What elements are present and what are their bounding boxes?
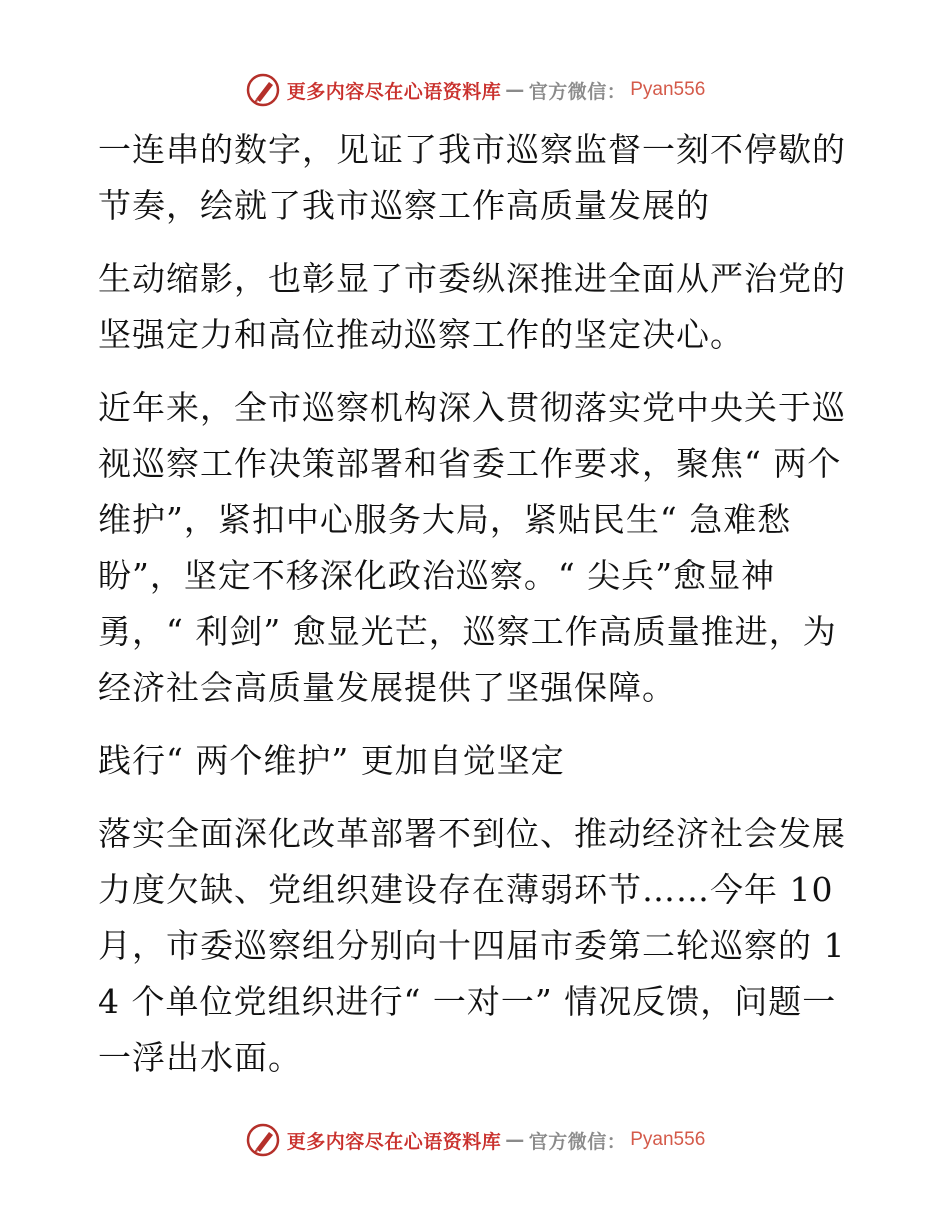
- paragraph-2: 生动缩影，也彰显了市委纵深推进全面从严治党的坚强定力和高位推动巡察工作的坚定决心。: [98, 259, 846, 354]
- watermark-site-text: 更多内容尽在心语资料库: [286, 80, 502, 103]
- watermark-dash: —: [505, 79, 525, 101]
- header-watermark: [0, 70, 950, 110]
- paragraph-1: 一连串的数字，见证了我市巡察监督一刻不停歇的节奏，绘就了我市巡察工作高质量发展的: [98, 130, 846, 225]
- watermark-wechat-label: 官方微信：: [528, 80, 627, 103]
- watermark-wechat-label: 官方微信：: [528, 1130, 627, 1153]
- watermark-wechat-id: Pyan556: [630, 79, 706, 100]
- pen-logo-icon: [245, 72, 281, 108]
- document-body: [98, 122, 858, 1103]
- paragraph-3: 近年来，全市巡察机构深入贯彻落实党中央关于巡视巡察工作决策部署和省委工作要求，聚焦“ 两个维护”，紧扣中心服务大局，紧贴民生“ 急难愁盼”，坚定不移深化政治巡察。“ 尖兵”愈显神勇，“ 利剑” 愈显光芒，巡察工作高质量推进，为经济社会高质量发展提供了坚强保障。: [98, 388, 846, 707]
- watermark-site-text: 更多内容尽在心语资料库: [286, 1130, 502, 1153]
- watermark-dash: —: [505, 1129, 525, 1151]
- section-heading: 践行“ 两个维护” 更加自觉坚定: [98, 741, 565, 780]
- paragraph-4: 落实全面深化改革部署不到位、推动经济社会发展力度欠缺、党组织建设存在薄弱环节……今年 10 月，市委巡察组分别向十四届市委第二轮巡察的 14 个单位党组织进行“ 一对一” 情况反馈，问题一一浮出水面。: [98, 814, 846, 1077]
- pen-logo-icon: [245, 1122, 281, 1158]
- watermark-wechat-id: Pyan556: [630, 1129, 706, 1150]
- footer-watermark: [0, 1120, 950, 1160]
